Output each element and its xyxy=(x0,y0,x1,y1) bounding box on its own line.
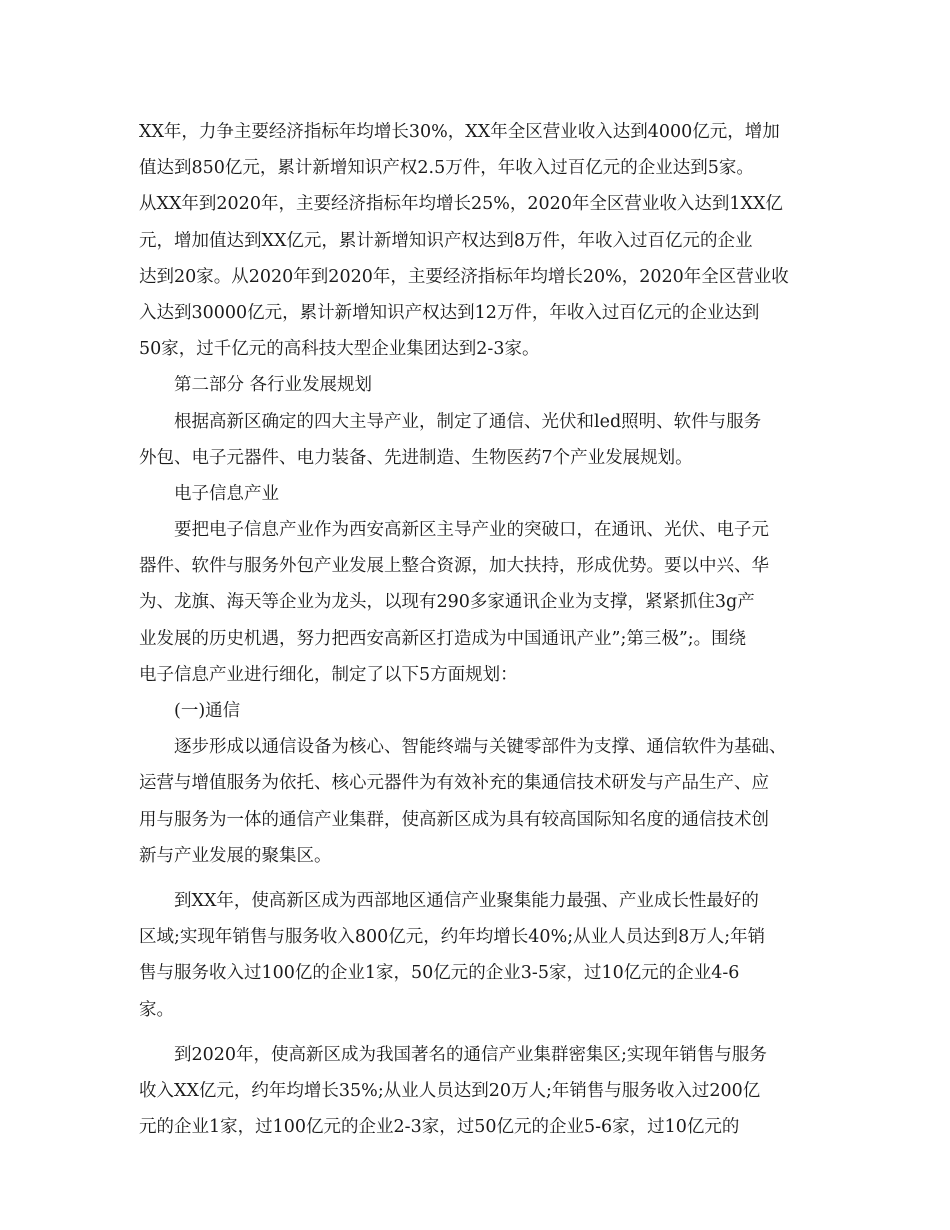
text-line: 收入XX亿元，约年均增长35%;从业人员达到20万人;年销售与服务收入过200亿 xyxy=(139,1080,761,1101)
text-line: 50家，过千亿元的高科技大型企业集团达到2-3家。 xyxy=(139,339,540,360)
subsection-heading: (一)通信 xyxy=(174,701,241,721)
text-line: 为、龙旗、海天等企业为龙头，以现有290多家通讯企业为支撑，紧紧抓住3g产 xyxy=(139,592,755,613)
paragraph-gap xyxy=(139,874,829,883)
section-heading: 第二部分 各行业发展规划 xyxy=(174,375,373,396)
paragraph-gap xyxy=(139,1028,829,1037)
text-line: 根据高新区确定的四大主导产业，制定了通信、光伏和led照明、软件与服务 xyxy=(174,411,762,432)
text-line: 区域;实现年销售与服务收入800亿元，约年均增长40%;从业人员达到8万人;年销 xyxy=(139,927,766,948)
text-line: 业发展的历史机遇，努力把西安高新区打造成为中国通讯产业”;第三极”;。围绕 xyxy=(139,628,747,649)
text-line: 新与产业发展的聚集区。 xyxy=(139,845,332,866)
text-line: 达到20家。从2020年到2020年，主要经济指标年均增长20%，2020年全区营业收 xyxy=(139,266,789,287)
text-line: 值达到850亿元，累计新增知识产权2.5万件，年收入过百亿元的企业达到5家。 xyxy=(139,158,754,179)
text-line: 用与服务为一体的通信产业集群，使高新区成为具有较高国际知名度的通信技术创 xyxy=(139,809,769,830)
text-line: 家。 xyxy=(139,999,174,1020)
text-line: 逐步形成以通信设备为核心、智能终端与关键零部件为支撑、通信软件为基础、 xyxy=(174,737,787,758)
text-line: 到XX年，使高新区成为西部地区通信产业聚集能力最强、产业成长性最好的 xyxy=(174,890,759,911)
text-line: 运营与增值服务为依托、核心元器件为有效补充的集通信技术研发与产品生产、应 xyxy=(139,773,769,794)
text-line: XX年，力争主要经济指标年均增长30%，XX年全区营业收入达到4000亿元，增加 xyxy=(139,122,780,142)
text-line: 入达到30000亿元，累计新增知识产权达到12万件，年收入过百亿元的企业达到 xyxy=(139,302,760,323)
text-line: 从XX年到2020年，主要经济指标年均增长25%，2020年全区营业收入达到1XX亿 xyxy=(139,194,783,215)
text-line: 外包、电子元器件、电力装备、先进制造、生物医药7个产业发展规划。 xyxy=(139,447,693,468)
text-line: 要把电子信息产业作为西安高新区主导产业的突破口，在通讯、光伏、电子元 xyxy=(174,520,769,541)
text-line: 器件、软件与服务外包产业发展上整合资源，加大扶持，形成优势。要以中兴、华 xyxy=(139,556,769,577)
text-line: 到2020年，使高新区成为我国著名的通信产业集群密集区;实现年销售与服务 xyxy=(174,1044,767,1065)
text-line: 电子信息产业进行细化，制定了以下5方面规划： xyxy=(139,664,518,685)
subsection-heading: 电子信息产业 xyxy=(174,483,279,504)
text-line: 元，增加值达到XX亿元，累计新增知识产权达到8万件，年收入过百亿元的企业 xyxy=(139,230,753,251)
text-line: 元的企业1家，过100亿元的企业2-3家，过50亿元的企业5-6家，过10亿元的 xyxy=(139,1117,740,1138)
text-line: 售与服务收入过100亿的企业1家，50亿元的企业3-5家，过10亿元的企业4-6 xyxy=(139,963,740,984)
document-body xyxy=(139,114,829,1145)
